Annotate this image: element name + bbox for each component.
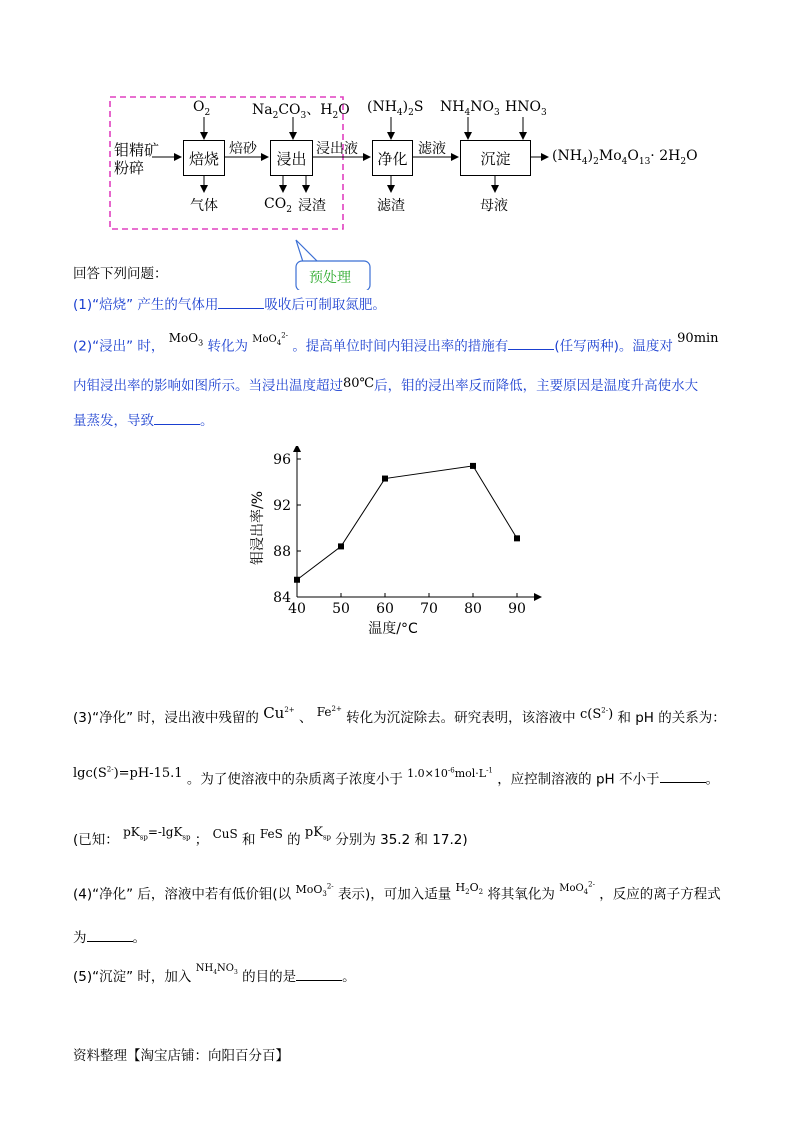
- start-label-line2: 粉碎: [114, 159, 145, 177]
- blank-5: [296, 966, 342, 981]
- output-co2: $CO_2$: [264, 196, 292, 215]
- output-filter-residue: 滤渣: [377, 198, 405, 214]
- input-hno3: $HNO_3$: [505, 99, 547, 118]
- x-tick-label: 80: [464, 601, 482, 617]
- data-point: [470, 463, 476, 469]
- box-leach: 浸出: [270, 140, 313, 176]
- input-nh4no3: $NH_4NO_3$: [440, 99, 500, 118]
- y-tick-label: 92: [273, 498, 291, 514]
- footer-note: 资料整理【淘宝店铺：向阳百分百】: [73, 1048, 289, 1064]
- data-point: [294, 577, 300, 583]
- question-5: (5)“沉淀” 时，加入 $^{NH_4NO_3}$ 的目的是 。: [73, 963, 356, 985]
- start-label-line1: 钼精矿: [114, 141, 160, 159]
- x-tick-label: 40: [288, 601, 306, 617]
- question-2-line2: 内钼浸出率的影响如图所示。当浸出温度超过80℃后，钼的浸出率反而降低，主要原因是温度升高使水大: [73, 376, 699, 394]
- data-point: [338, 543, 344, 549]
- x-tick-label: 70: [420, 601, 438, 617]
- output-mother-liquor: 母液: [480, 198, 508, 214]
- input-nh4-2s: $(NH_4)_2S$: [367, 99, 424, 118]
- y-tick-label: 96: [273, 452, 291, 468]
- box-purify: 净化: [372, 140, 413, 176]
- data-point: [382, 476, 388, 482]
- question-1: (1)“焙烧” 产生的气体用 吸收后可制取氮肥。: [73, 294, 386, 315]
- question-4-line1: (4)“净化” 后，溶液中若有低价钼(以 $^{MoO_3^{2-}}$ 表示)，可加入适量 $^{H_2O_2}$ 将其氧化为 $^{MoO_4^{2-}}$ ，反应的离子方程式: [73, 880, 721, 903]
- flow-diagram: [0, 0, 800, 290]
- input-o2: $O_2$: [193, 99, 211, 118]
- blank-2a: [508, 335, 554, 350]
- callout-bubble: [296, 240, 318, 262]
- y-tick-label: 88: [273, 544, 291, 560]
- blank-3: [660, 768, 706, 783]
- x-axis-title: 温度/°C: [368, 621, 418, 637]
- x-tick-label: 90: [508, 601, 526, 617]
- x-tick-label: 50: [332, 601, 350, 617]
- label-leachate: 浸出液: [316, 141, 358, 157]
- data-point: [514, 535, 520, 541]
- blank-4: [87, 927, 133, 942]
- output-leach-residue: 浸渣: [298, 198, 326, 214]
- callout-label: 预处理: [309, 270, 351, 286]
- question-4-line2: 为 。: [73, 927, 146, 948]
- label-roasted-sand: 焙砂: [229, 141, 257, 157]
- box-precipitate: 沉淀: [460, 140, 531, 176]
- y-tick-label: 84: [273, 590, 291, 606]
- y-axis-title: 钼浸出率/%: [250, 490, 266, 566]
- x-tick-label: 60: [376, 601, 394, 617]
- series-line: [297, 466, 517, 580]
- output-gas: 气体: [190, 198, 218, 214]
- question-2-line3: 量蒸发，导致 。: [73, 410, 214, 431]
- question-3-line1: (3)“净化” 时，浸出液中残留的 $Cu^{2+}$ 、 $Fe^{2+}$ 转化为沉淀除去。研究表明，该溶液中 $c(S^{2-})$ 和 pH 的关系为：: [73, 704, 726, 726]
- question-3-line2: $\lg c(S^{2-})=pH-15.1$ 。为了使溶液中的杂质离子浓度小于 $^{1.0\times 10^{-6}mol\cdot L^{-1}}$ ，应控制溶液的 pH 不小于 。: [73, 766, 719, 788]
- question-2-line1: (2)“浸出” 时， MoO$_3$ 转化为 $^{MoO_4^{2-}}$ 。提高单位时间内钼浸出率的措施有 (任写两种)。温度对 90min: [73, 331, 719, 355]
- leaching-rate-chart: [240, 446, 560, 646]
- question-3-known: (已知： $pK_{sp}=-\lg K_{sp}$ ； CuS 和 FeS 的 $pK_{sp}$ 分别为 35.2 和 17.2): [73, 825, 468, 848]
- intro-line: 回答下列问题：: [73, 266, 168, 282]
- blank-2b: [154, 410, 200, 425]
- blank-1: [218, 294, 264, 309]
- box-roast: 焙烧: [183, 140, 225, 176]
- input-na2co3-h2o: $Na_2CO_3$、$H_2O$: [252, 102, 350, 121]
- product-ammonium-molybdate: $(NH_4)_2Mo_4O_{13}\cdot 2H_2O$: [552, 148, 698, 167]
- label-filtrate: 滤液: [418, 141, 446, 157]
